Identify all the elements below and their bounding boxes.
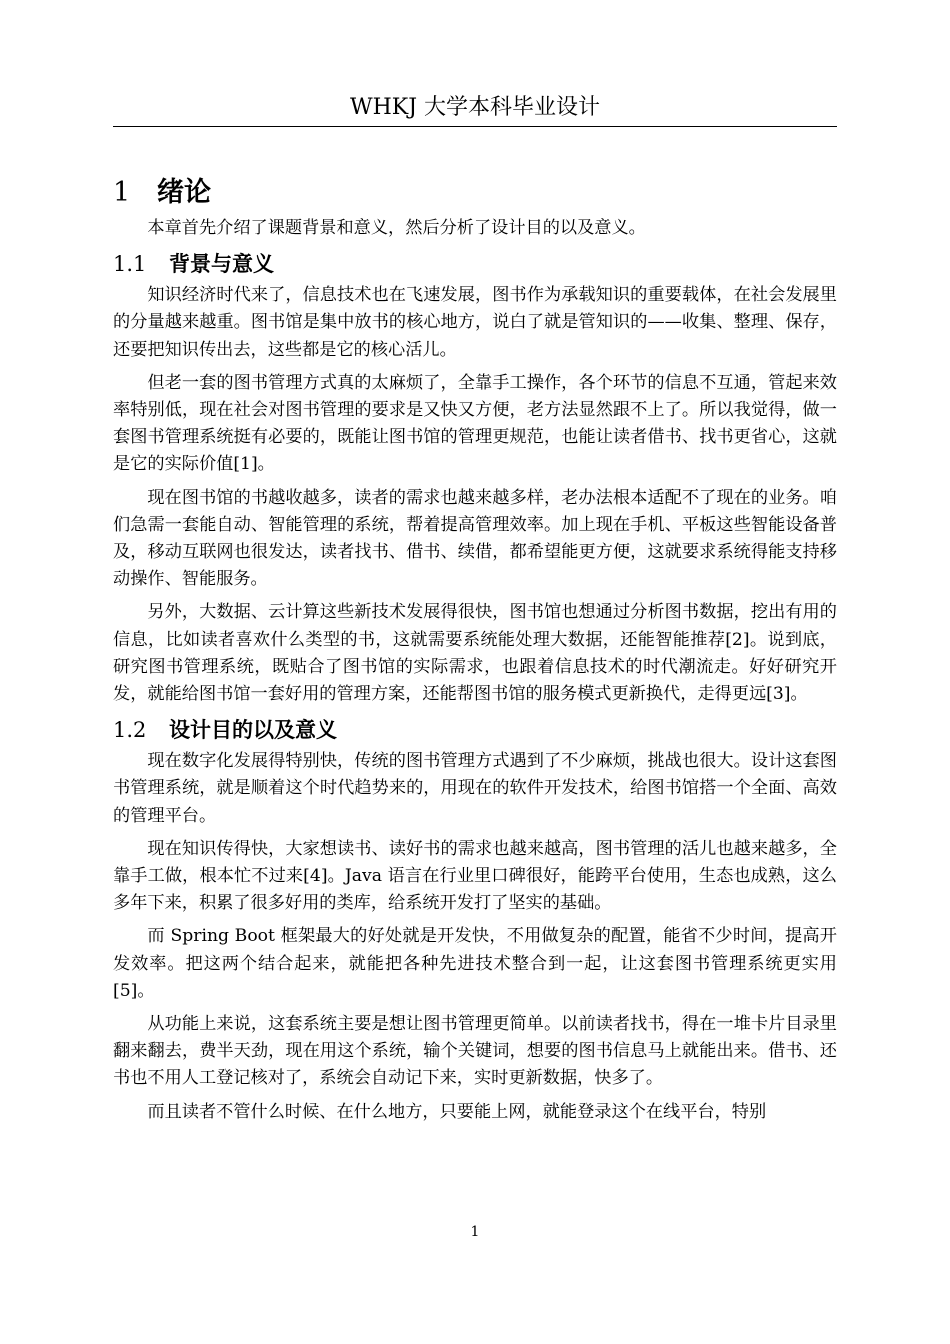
paragraph: 而且读者不管什么时候、在什么地方，只要能上网，就能登录这个在线平台，特别	[147, 1101, 767, 1122]
chapter-heading	[113, 173, 837, 213]
paragraph: 但老一套的图书管理方式真的太麻烦了，全靠手工操作，各个环节的信息不互通，管起来效率特别低，现在社会对图书管理的要求是又快又方便，老方法显然跟不上了。所以我觉得，做一套图书管理系统挺有必要的，既能让图书馆的管理更规范，也能让读者借书、找书更省心，这就是它的实际价值[1]。	[113, 372, 837, 475]
paragraph: 现在数字化发展得特别快，传统的图书管理方式遇到了不少麻烦，挑战也很大。设计这套图书管理系统，就是顺着这个时代趋势来的，用现在的软件开发技术，给图书馆搭一个全面、高效的管理平台。	[113, 751, 837, 826]
page-number: 1	[470, 1224, 480, 1240]
page-header-title: WHKJ 大学本科毕业设计	[349, 95, 601, 120]
chapter-number: 1	[113, 177, 131, 208]
paragraph: 知识经济时代来了，信息技术也在飞速发展，图书作为承载知识的重要载体，在社会发展里的分量越来越重。图书馆是集中放书的核心地方，说白了就是管知识的——收集、整理、保存，还要把知识传出去，这些都是它的核心活儿。	[113, 285, 837, 360]
document-body	[113, 173, 837, 1132]
section-heading-1-1	[113, 248, 837, 280]
paragraph: 另外，大数据、云计算这些新技术发展得很快，图书馆也想通过分析图书数据，挖出有用的信息，比如读者喜欢什么类型的书，这就需要系统能处理大数据，还能智能推荐[2]。说到底，研究图书管理系统，既贴合了图书馆的实际需求，也跟着信息技术的时代潮流走。好好研究开发，就能给图书馆一套好用的管理方案，还能帮图书馆的服务模式更新换代，走得更远[3]。	[113, 602, 837, 705]
section-number: 1.1	[113, 252, 147, 277]
section-heading-1-2	[113, 714, 837, 746]
chapter-intro-paragraph: 本章首先介绍了课题背景和意义，然后分析了设计目的以及意义。	[147, 218, 646, 238]
paragraph: 而 Spring Boot 框架最大的好处就是开发快，不用做复杂的配置，能省不少时间，提高开发效率。把这两个结合起来，就能把各种先进技术整合到一起，让这套图书管理系统更实用[5]。	[113, 926, 837, 1001]
section-title: 背景与意义	[169, 252, 274, 277]
chapter-title: 绪论	[157, 177, 211, 208]
section-number: 1.2	[113, 718, 147, 743]
paragraph: 从功能上来说，这套系统主要是想让图书管理更简单。以前读者找书，得在一堆卡片目录里翻来翻去，费半天劲，现在用这个系统，输个关键词，想要的图书信息马上就能出来。借书、还书也不用人工登记核对了，系统会自动记下来，实时更新数据，快多了。	[113, 1014, 837, 1089]
header-divider	[113, 126, 837, 127]
paragraph: 现在知识传得快，大家想读书、读好书的需求也越来越高，图书管理的活儿也越来越多，全靠手工做，根本忙不过来[4]。Java 语言在行业里口碑很好，能跨平台使用，生态也成熟，这么多年下来，积累了很多好用的类库，给系统开发打了坚实的基础。	[113, 838, 837, 914]
paragraph: 现在图书馆的书越收越多，读者的需求也越来越多样，老办法根本适配不了现在的业务。咱们急需一套能自动、智能管理的系统，帮着提高管理效率。加上现在手机、平板这些智能设备普及，移动互联网也很发达，读者找书、借书、续借，都希望能更方便，这就要求系统得能支持移动操作、智能服务。	[113, 487, 837, 590]
section-title: 设计目的以及意义	[169, 718, 337, 743]
